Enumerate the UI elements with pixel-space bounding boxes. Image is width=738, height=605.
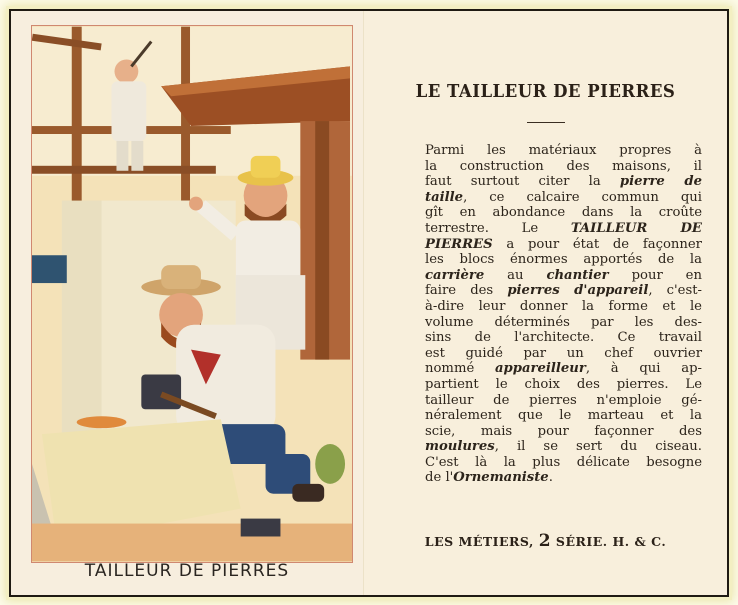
description-text xyxy=(425,143,702,486)
body-line: les blocs énormes apportés de la xyxy=(425,252,702,268)
footer-series-number: 2 xyxy=(538,531,552,551)
emphasized-term: PIERRES xyxy=(425,236,493,252)
emphasized-term: moulures xyxy=(425,439,495,455)
illustration-artwork xyxy=(32,26,352,562)
body-line: tailleur de pierres n'emploie gé- xyxy=(425,392,702,408)
body-line: de l'Ornemaniste. xyxy=(425,470,553,486)
body-line: nommé appareilleur, à qui ap- xyxy=(425,361,702,377)
series-footer xyxy=(364,531,727,551)
body-line: volume déterminés par les des- xyxy=(425,314,702,330)
footer-suffix: SÉRIE. H. & C. xyxy=(555,534,667,549)
body-line: terrestre. Le TAILLEUR DE xyxy=(425,220,702,236)
emphasized-term: carrière xyxy=(425,267,485,283)
body-line: faut surtout citer la pierre de xyxy=(425,174,702,190)
body-line: néralement que le marteau et la xyxy=(425,408,702,424)
card-title: LE TAILLEUR DE PIERRES xyxy=(415,81,676,102)
emphasized-term: appareilleur xyxy=(494,361,586,377)
body-line: C'est là la plus délicate besogne xyxy=(425,454,702,470)
body-line: partient le choix des pierres. Le xyxy=(425,376,702,392)
emphasized-term: pierre de xyxy=(619,174,702,190)
emphasized-term: chantier xyxy=(546,267,609,283)
emphasized-term: pierres d'appareil xyxy=(507,283,649,299)
body-line: faire des pierres d'appareil, c'est- xyxy=(425,283,702,299)
body-line: taille, ce calcaire commun qui xyxy=(425,189,702,205)
body-line: à-dire leur donner la forme et le xyxy=(425,298,702,314)
body-line: scie, mais pour façonner des xyxy=(425,423,702,439)
body-line: gît en abondance dans la croûte xyxy=(425,205,702,221)
body-line: est guidé par un chef ouvrier xyxy=(425,345,702,361)
body-line: la construction des maisons, il xyxy=(425,158,702,174)
title-rule xyxy=(527,122,565,123)
card-caption: TAILLEUR DE PIERRES xyxy=(84,561,290,581)
card-back xyxy=(364,11,727,595)
body-line: PIERRES a pour état de façonner xyxy=(425,236,702,252)
body-line: Parmi les matériaux propres à xyxy=(425,143,702,158)
trade-card xyxy=(9,9,729,597)
body-line: carrière au chantier pour en xyxy=(425,267,702,283)
stonecutter-illustration xyxy=(31,25,353,563)
emphasized-term: taille xyxy=(425,189,464,205)
card-front xyxy=(11,11,363,595)
footer-prefix: LES MÉTIERS, xyxy=(424,534,534,549)
emphasized-term: TAILLEUR DE xyxy=(570,220,702,236)
body-line: sins de l'architecte. Ce travail xyxy=(425,330,702,346)
emphasized-term: Ornemaniste xyxy=(453,470,549,486)
body-line: moulures, il se sert du ciseau. xyxy=(425,439,702,455)
